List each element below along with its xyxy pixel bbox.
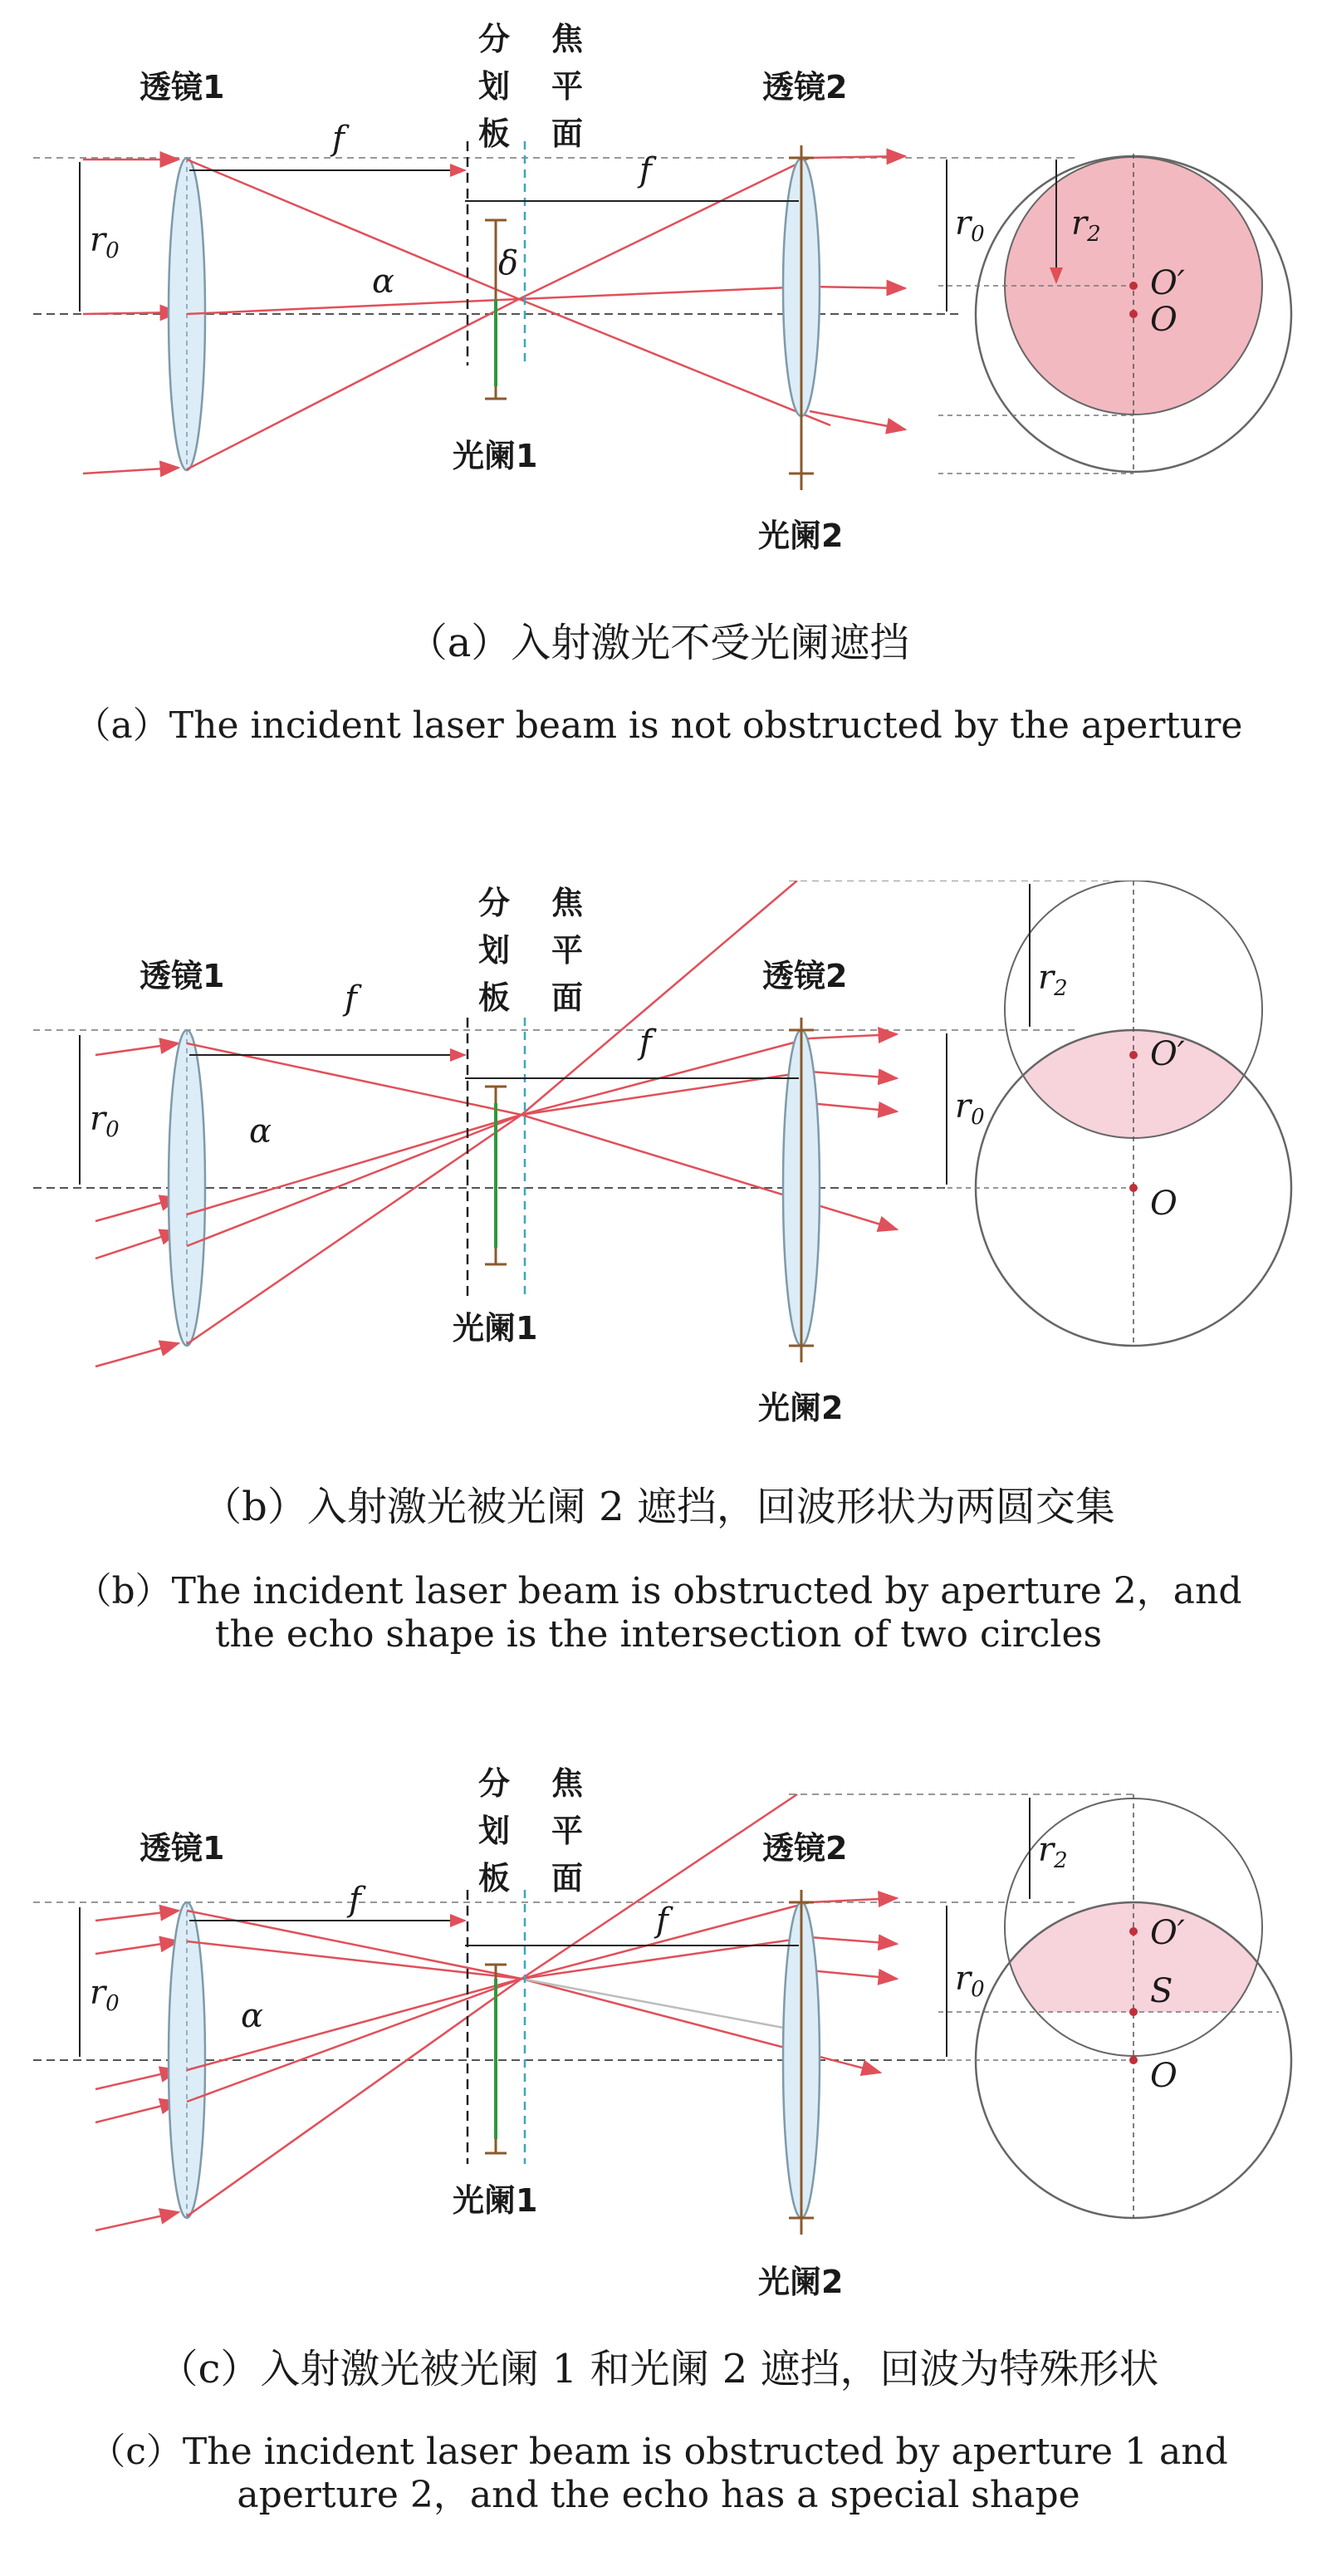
label-r0: $r_0$ [90, 221, 120, 263]
ray-out-mid [810, 287, 905, 288]
label-lens-1: 透镜1 [140, 958, 225, 994]
ray-out-2 [810, 1937, 897, 1944]
caption-b-en: （b）The incident laser beam is obstructed by aperture 2，and the echo shape is the intersection of two circles [75, 1570, 1242, 1656]
ray-div-5 [521, 1937, 810, 1979]
label-lens-2: 透镜2 [762, 1830, 848, 1867]
label-alpha: α [241, 1997, 264, 2035]
label-reticle-2: 划 [478, 1813, 511, 1849]
label-f1: f [349, 1881, 361, 1919]
label-reticle-2: 划 [478, 932, 511, 969]
ray-out-2 [810, 1072, 897, 1078]
point-O [1129, 2056, 1138, 2064]
ray-in-3 [95, 1231, 179, 1259]
label-f2: f [656, 1901, 668, 1940]
label-r0: $r_0$ [90, 1100, 120, 1142]
label-f2: f [639, 1023, 652, 1062]
ray-out-1 [810, 1034, 897, 1038]
label-lens-1: 透镜1 [140, 1830, 225, 1867]
ray-in-2 [95, 1198, 179, 1221]
ray-out-top [810, 156, 905, 158]
ray-conv-4 [187, 1979, 521, 2070]
point-O [1129, 1184, 1138, 1192]
label-focal-1: 焦 [551, 1765, 584, 1802]
diagram-panel-b [0, 881, 1317, 1462]
caption-c-cn: （c）入射激光被光阑 1 和光阑 2 遮挡，回波为特殊形状 [158, 2346, 1159, 2392]
label-focal-3: 面 [551, 1860, 584, 1896]
ray-in-1 [95, 1911, 179, 1921]
label-r0: $r_0$ [90, 1974, 120, 2016]
ray-conv-top [187, 159, 519, 299]
echo-label-r2: $r_2$ [1038, 1831, 1068, 1873]
label-aperture-2: 光阑2 [758, 518, 844, 554]
ray-in-3 [95, 2070, 179, 2089]
ray-chief [187, 299, 519, 314]
point-Oprime [1129, 282, 1138, 290]
ray-blocked [521, 1979, 801, 2031]
ray-in-middle [83, 312, 179, 314]
caption-c-en: （c）The incident laser beam is obstructed by aperture 1 and aperture 2，and the echo has a special shape [89, 2431, 1228, 2516]
ray-in-2 [95, 1941, 179, 1954]
diagram-panel-a [0, 0, 1317, 581]
point-O [1129, 310, 1138, 318]
ray-conv-3 [187, 1115, 521, 1214]
label-reticle-3: 板 [478, 1860, 511, 1896]
label-Oprime: O′ [1150, 264, 1185, 302]
label-alpha: α [249, 1112, 272, 1151]
ray-conv-3 [187, 1979, 521, 2216]
label-aperture-2: 光阑2 [758, 1390, 844, 1426]
label-reticle-3: 板 [478, 115, 511, 152]
ray-in-4 [95, 1343, 179, 1367]
ray-div-bottom [519, 158, 810, 299]
label-O: O [1150, 2057, 1177, 2095]
ray-div-1 [521, 1979, 880, 2073]
label-aperture-1: 光阑1 [453, 2182, 538, 2219]
label-delta: δ [498, 244, 519, 282]
ray-chief-out [519, 287, 810, 299]
label-O: O [1150, 1185, 1177, 1223]
label-focal-2: 平 [551, 932, 584, 969]
label-aperture-2: 光阑2 [758, 2264, 844, 2300]
caption-b-cn: （b）入射激光被光阑 2 遮挡，回波形状为两圆交集 [202, 1484, 1115, 1530]
label-lens-1: 透镜1 [140, 69, 225, 105]
ray-out-bottom [810, 411, 905, 429]
label-reticle-2: 划 [478, 68, 511, 105]
label-f2: f [639, 151, 652, 189]
label-Oprime: O′ [1150, 1914, 1185, 1952]
ray-in-4 [95, 2102, 179, 2122]
label-focal-1: 焦 [551, 885, 584, 921]
ray-conv-5 [187, 1979, 521, 2102]
label-focal-1: 焦 [551, 21, 584, 57]
ray-out-3 [810, 1103, 897, 1111]
diagram-panel-c [0, 1744, 1317, 2326]
echo-label-r0: $r_0$ [955, 1960, 985, 2002]
point-Oprime [1129, 1927, 1138, 1936]
label-lens-2: 透镜2 [762, 69, 848, 105]
ray-conv-4 [187, 1115, 521, 1246]
ray-conv-2 [187, 1941, 521, 1979]
caption-a-en: （a）The incident laser beam is not obstructed by the aperture [74, 704, 1243, 747]
ray-div-3 [521, 1038, 810, 1115]
label-S: S [1150, 1972, 1173, 2010]
label-reticle-1: 分 [478, 1765, 511, 1802]
echo-label-r0: $r_0$ [955, 204, 985, 247]
label-focal-2: 平 [551, 68, 584, 105]
ray-in-1 [95, 1043, 179, 1055]
caption-a-cn: （a）入射激光不受光阑遮挡 [407, 620, 910, 666]
point-Oprime [1129, 1051, 1138, 1059]
echo-label-r0: $r_0$ [955, 1087, 985, 1130]
label-focal-3: 面 [551, 115, 584, 152]
label-reticle-1: 分 [478, 885, 511, 921]
label-alpha: α [372, 263, 395, 301]
label-focal-2: 平 [551, 1813, 584, 1849]
label-f1: f [332, 120, 345, 158]
echo-label-r2: $r_2$ [1038, 959, 1068, 1001]
label-focal-3: 面 [551, 979, 584, 1016]
ray-out-3 [810, 1970, 897, 1979]
label-reticle-3: 板 [478, 979, 511, 1016]
label-aperture-1: 光阑1 [453, 438, 538, 474]
echo-label-r2: $r_2$ [1071, 204, 1101, 247]
ray-in-bottom [83, 468, 179, 473]
ray-in-5 [95, 2212, 179, 2230]
label-O: O [1150, 301, 1177, 339]
ray-div-1 [521, 1115, 897, 1229]
label-Oprime: O′ [1150, 1035, 1185, 1073]
label-reticle-1: 分 [478, 21, 511, 57]
label-f1: f [345, 979, 357, 1018]
label-lens-2: 透镜2 [762, 958, 848, 994]
label-aperture-1: 光阑1 [453, 1310, 538, 1347]
point-S [1129, 2008, 1138, 2016]
